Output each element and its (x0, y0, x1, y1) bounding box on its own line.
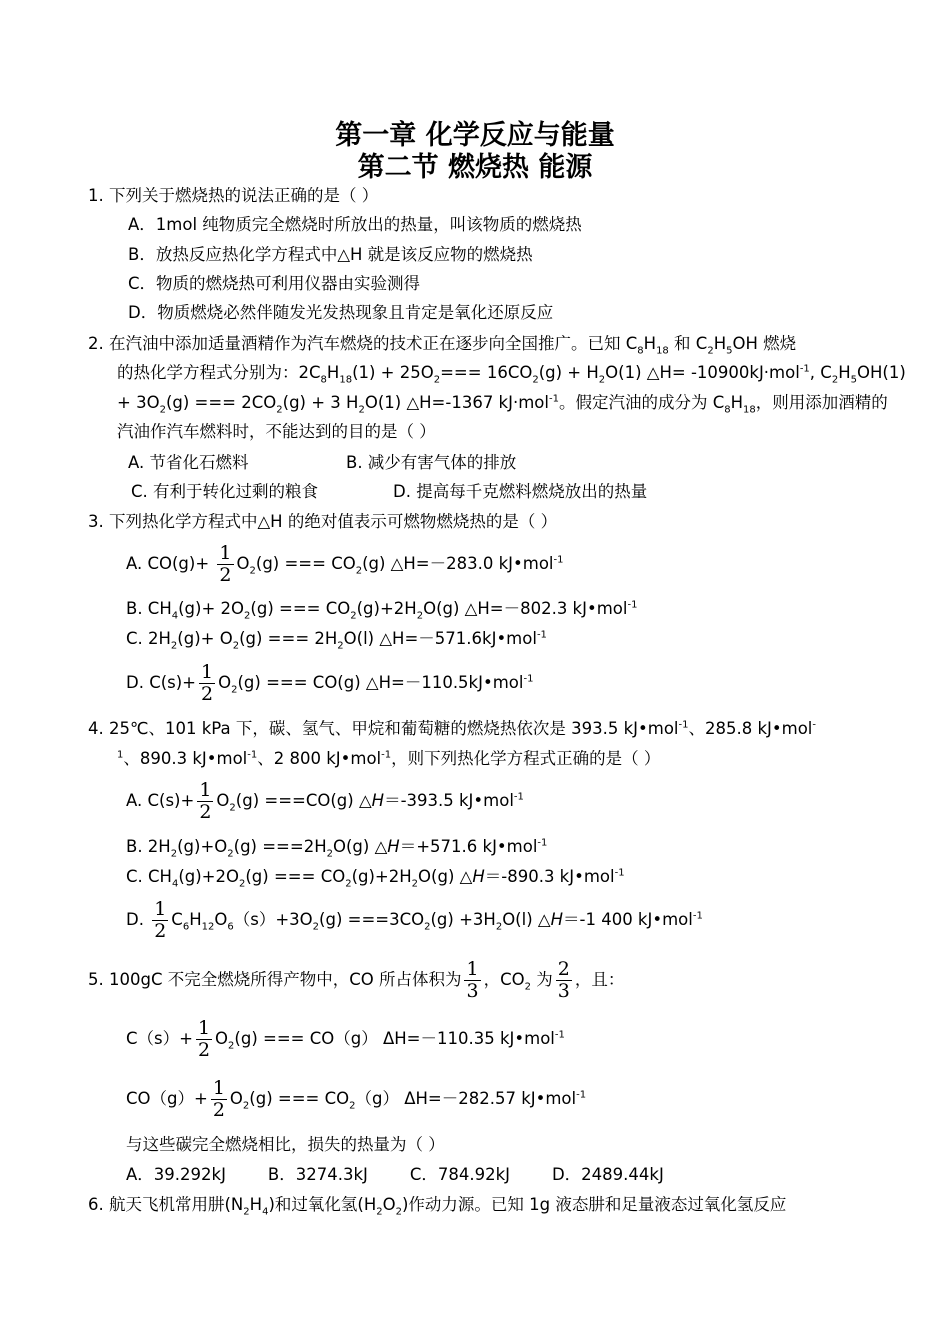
chapter-title: 第一章 化学反应与能量 (335, 120, 615, 151)
q3-option-d: D. C(s)+ $\frac{1}{2}$ $O_2(g)$ === CO(g) △H=－110.5kJ•mol$^{-1}$ (126, 661, 534, 705)
q4-stem-line1: 4. 25℃、101 kPa 下，碳、氢气、甲烷和葡萄糖的燃烧热依次是 393.5 kJ•mol$^{-1}$、285.8 kJ•mol- (88, 719, 816, 738)
q6-stem: 6. 航天飞机常用肼$(N_2H_4)$和过氧化氢$(H_2O_2)$作动力源。已知 1g 液态肼和足量液态过氧化氢反应 (88, 1195, 787, 1218)
q1-option-a: A．1mol 纯物质完全燃烧时所放出的热量，叫该物质的燃烧热 (128, 215, 582, 234)
fraction-two-thirds: $\frac{2}{3}$ (557, 958, 570, 1002)
q3-stem: 3. 下列热化学方程式中△H 的绝对值表示可燃物燃烧热的是（ ） (88, 512, 558, 531)
q4-option-a: A. C(s)+ $\frac{1}{2}$ $O_2(g) ===CO(g)$ △H＝-393.5 kJ•mol$^{-1}$ (126, 779, 524, 823)
q2-option-d: D. 提高每千克燃料燃烧放出的热量 (393, 482, 648, 501)
q2-option-c: C. 有利于转化过剩的粮食 (131, 482, 319, 501)
fraction-half: $\frac{1}{2}$ (212, 1077, 225, 1121)
q5-equation-1: C（s）+ $\frac{1}{2}$ $O_2(g)$ === CO（g） ΔH=－110.35 kJ•mol$^{-1}$ (126, 1017, 565, 1061)
fraction-half: $\frac{1}{2}$ (201, 661, 214, 705)
q1-option-d: D．物质燃烧必然伴随发光发热现象且肯定是氧化还原反应 (128, 303, 554, 322)
fraction-one-third: $\frac{1}{3}$ (466, 958, 479, 1002)
q2-stem-line3: + $3O_2(g)$ === $2CO_2(g) + 3$ $H_2O(1)$ △H=-1367 kJ·mol$^{-1}$。假定汽油的成分为 $C_8H_{18}$，则用添加酒精的 (117, 393, 888, 416)
q2-option-b: B. 减少有害气体的排放 (346, 453, 517, 472)
q5-question: 与这些碳完全燃烧相比，损失的热量为（ ） (126, 1135, 445, 1154)
q1-option-c: C．物质的燃烧热可利用仪器由实验测得 (128, 274, 421, 293)
fraction-half: $\frac{1}{2}$ (197, 1017, 211, 1061)
q5-stem: 5. 100gC 不完全燃烧所得产物中，CO 所占体积为 $\frac{1}{3}$ ，$CO_2$ 为 $\frac{2}{3}$ ，且： (88, 958, 625, 1002)
q5-equation-2: CO（g）+ $\frac{1}{2}$ $O_2(g)$ === $CO_2(g)$ ΔH=－282.57 kJ•mol$^{-1}$ (126, 1077, 587, 1121)
q5-answers: A．39.292kJ B．3274.3kJ C．784.92kJ D．2489.44kJ (126, 1165, 664, 1184)
q3-option-a: A. CO(g)+ $\frac{1}{2}$ $O_2(g)$ === $CO_2(g)$ △H=－283.0 kJ•mol$^{-1}$ (126, 542, 564, 586)
q3-option-c: C. $2H_2(g)+ O_2(g)$ === $2H_2O(l)$ △H=－571.6kJ•mol$^{-1}$ (126, 629, 547, 652)
q4-option-c: C. $CH_4(g)+2O_2(g)$ === $CO_2(g)+2H_2O(g)$ △H＝-890.3 kJ•mol$^{-1}$ (126, 867, 625, 890)
q2-stem-line2: 的热化学方程式分别为：$2C_8H_{18}(1) + 25O_2=== 16CO_2(g) + H_2O(1)$ △H= -10900kJ·mol$^{-1}$, $C_2H_5OH(1)$ (117, 363, 906, 386)
fraction-half: $\frac{1}{2}$ (154, 898, 167, 942)
fraction-half: $\frac{1}{2}$ (219, 542, 232, 586)
q2-stem-line4: 汽油作汽车燃料时，不能达到的目的是（ ） (117, 422, 436, 441)
q2-stem-line1: 2. 在汽油中添加适量酒精作为汽车燃烧的技术正在逐步向全国推广。已知 $C_8H_{18}$ 和 $C_2H_5OH$ 燃烧 (88, 334, 797, 357)
q2-option-a: A. 节省化石燃料 (128, 453, 249, 472)
q4-option-d: D. $\frac{1}{2}$ $C_6H_{12}O_6(s)+3O_2(g) ===3CO_2(g) +3H_2O(l)$ △H＝-1 400 kJ•mol$^{-1}$ (126, 898, 703, 942)
q4-stem-line2: $^1$、890.3 kJ•mol$^{-1}$、2 800 kJ•mol$^{-1}$，则下列热化学方程式正确的是（ ） (117, 749, 661, 768)
q3-option-b: B. $CH_4(g)+ 2O_2(g)$ === $CO_2(g)+2H_2O(g)$ △H=－802.3 kJ•mol$^{-1}$ (126, 599, 638, 622)
q1-option-b: B．放热反应热化学方程式中△H 就是该反应物的燃烧热 (128, 245, 533, 264)
section-title: 第二节 燃烧热 能源 (357, 152, 593, 183)
fraction-half: $\frac{1}{2}$ (199, 779, 212, 823)
q4-option-b: B. $2H_2(g)+O_2(g) ===2H_2O(g)$ △H＝+571.6 kJ•mol$^{-1}$ (126, 837, 548, 860)
q1-stem: 1. 下列关于燃烧热的说法正确的是（ ） (88, 186, 379, 205)
